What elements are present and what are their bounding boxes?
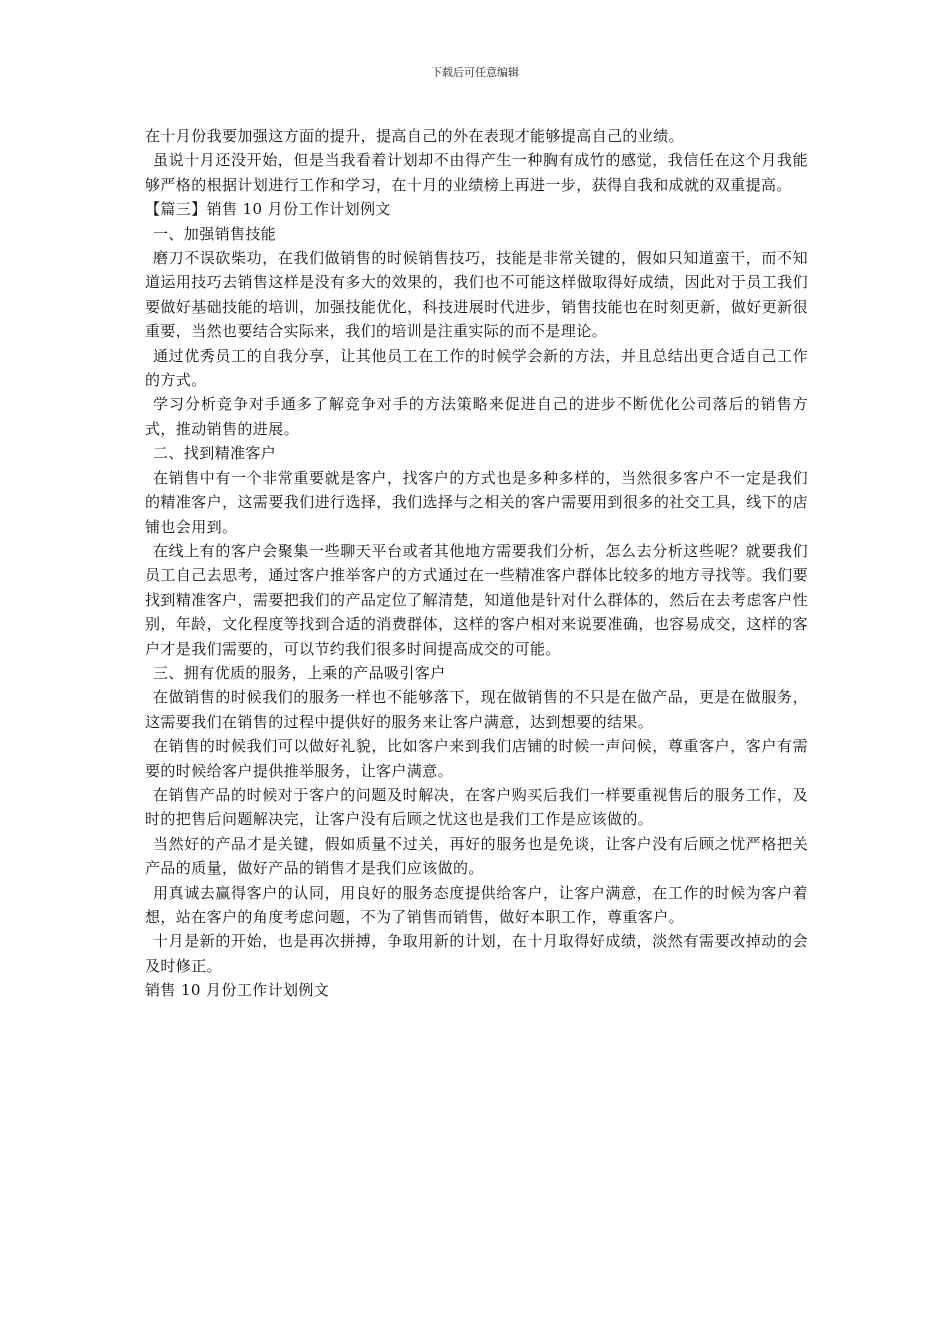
paragraph: 一、加强销售技能	[153, 224, 277, 243]
page-header-note: 下载后可任意编辑	[431, 66, 519, 79]
document-body	[145, 124, 808, 1003]
paragraph: 三、拥有优质的服务，上乘的产品吸引客户	[153, 663, 446, 682]
paragraph: 当然好的产品才是关键，假如质量不过关，再好的服务也是免谈，让客户没有后顾之忧严格把关产品的质量，做好产品的销售才是我们应该做的。	[145, 834, 808, 878]
paragraph: 【篇三】销售 10 月份工作计划例文	[145, 200, 391, 219]
paragraph: 十月是新的开始，也是再次拼搏，争取用新的计划，在十月取得好成绩，淡然有需要改掉动的会及时修正。	[145, 932, 808, 975]
paragraph: 用真诚去赢得客户的认同，用良好的服务态度提供给客户，让客户满意，在工作的时候为客户着想，站在客户的角度考虑问题，不为了销售而销售，做好本职工作，尊重客户。	[145, 883, 808, 926]
paragraph: 二、找到精准客户	[153, 444, 277, 463]
paragraph: 在十月份我要加强这方面的提升，提高自己的外在表现才能够提高自己的业绩。	[145, 127, 685, 145]
paragraph: 在销售的时候我们可以做好礼貌，比如客户来到我们店铺的时候一声问候，尊重客户，客户有需要的时候给客户提供推举服务，让客户满意。	[145, 737, 808, 780]
paragraph: 销售 10 月份工作计划例文	[145, 981, 330, 1000]
paragraph: 在销售产品的时候对于客户的问题及时解决，在客户购买后我们一样要重视售后的服务工作，及时的把售后问题解决完，让客户没有后顾之忧这也是我们工作是应该做的。	[145, 785, 808, 829]
paragraph: 磨刀不误砍柴功，在我们做销售的时候销售技巧，技能是非常关键的，假如只知道蛮干，而不知道运用技巧去销售这样是没有多大的效果的，我们也不可能这样做取得好成绩，因此对于员工我们要做好基础技能的培训，加强技能优化，科技进展时代进步，销售技能也在时刻更新，做好更新很重要，当然也要结合实际来，我们的培训是注重实际的而不是理论。	[145, 249, 808, 341]
paragraph: 在线上有的客户会聚集一些聊天平台或者其他地方需要我们分析，怎么去分析这些呢？就要我们员工自己去思考，通过客户推举客户的方式通过在一些精准客户群体比较多的地方寻找等。我们要找到精准客户，需要把我们的产品定位了解清楚，知道他是针对什么群体的，然后在去考虑客户性别，年龄，文化程度等找到合适的消费群体，这样的客户相对来说要准确，也容易成交，这样的客户才是我们需要的，可以节约我们很多时间提高成交的可能。	[145, 541, 808, 658]
paragraph: 学习分析竞争对手通多了解竞争对手的方法策略来促进自己的进步不断优化公司落后的销售方式，推动销售的进展。	[145, 395, 808, 438]
paragraph: 在做销售的时候我们的服务一样也不能够落下，现在做销售的不只是在做产品，更是在做服务，这需要我们在销售的过程中提供好的服务来让客户满意，达到想要的结果。	[145, 688, 808, 731]
paragraph: 通过优秀员工的自我分享，让其他员工在工作的时候学会新的方法，并且总结出更合适自己工作的方式。	[145, 346, 808, 390]
paragraph: 在销售中有一个非常重要就是客户，找客户的方式也是多种多样的，当然很多客户不一定是我们的精准客户，这需要我们进行选择，我们选择与之相关的客户需要用到很多的社交工具，线下的店铺也会用到。	[145, 468, 808, 536]
paragraph: 虽说十月还没开始，但是当我看着计划却不由得产生一种胸有成竹的感觉，我信任在这个月我能够严格的根据计划进行工作和学习，在十月的业绩榜上再进一步，获得自我和成就的双重提高。	[145, 151, 808, 194]
